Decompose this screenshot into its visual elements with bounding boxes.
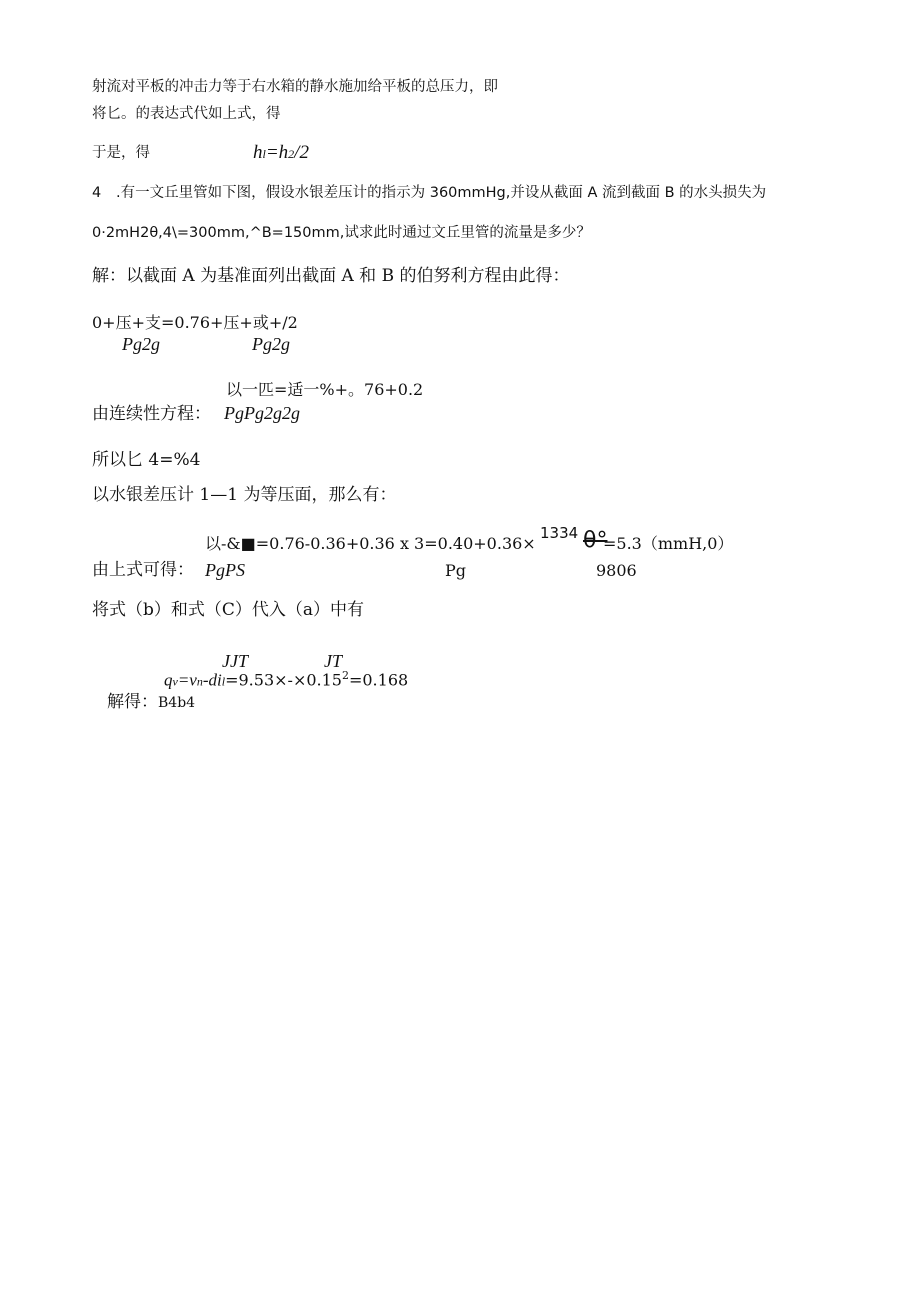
pi-label-right: JT	[324, 651, 342, 671]
continuity-label: 由连续性方程：	[92, 404, 211, 424]
solution-intro: 解：以截面 A 为基准面列出截面 A 和 B 的伯努利方程由此得：	[92, 266, 570, 286]
derived-pg: Pg	[445, 561, 467, 580]
result-label: 解得：B4b4	[107, 692, 196, 712]
bernoulli-equation: 0+压+支=0.76+压+或+/2	[92, 313, 298, 332]
manometer-equation: 以-&■=0.76-0.36+0.36 x 3=0.40+0.36×	[205, 534, 536, 553]
question-text: .有一文丘里管如下图，假设水银差压计的指示为 360mmHg,并设从截面 A 流到截面 B 的水头损失为	[116, 185, 767, 201]
text-line-impact-force: 射流对平板的冲击力等于右水箱的静水施加给平板的总压力，即	[92, 79, 498, 95]
mercury-manometer-text: 以水银差压计 1—1 为等压面，那么有：	[92, 485, 397, 505]
fraction-numerator: 1334	[540, 524, 579, 542]
bernoulli-denominator-right: Pg2g	[252, 334, 290, 354]
derived-denominator: 9806	[596, 561, 637, 580]
derived-label: 由上式可得：	[92, 560, 194, 580]
substitution-text: 将式（b）和式（C）代入（a）中有	[92, 600, 365, 620]
velocity-relation: 所以匕 4=%4	[92, 450, 201, 470]
question-text-cont: 0·2mH2θ,4\=300mm,^B=150mm,试求此时通过文丘里管的流量是多少？	[92, 225, 591, 241]
pi-label-left: JJT	[222, 651, 248, 671]
bernoulli-denominator-left: Pg2g	[122, 334, 160, 354]
formula-h1-h2: hl=h2/2	[253, 142, 309, 163]
derived-formula: PgPS	[205, 560, 245, 580]
flow-rate-formula: $qv=vn-dil=9.53\times-\times 0.15^2=0.168$	[164, 669, 409, 690]
pressure-equation: 以一匹=适一%+。76+0.2	[226, 380, 424, 399]
text-line-substitute: 将匕。的表达式代如上式，得	[92, 106, 281, 122]
continuity-formula: PgPg2g2g	[224, 403, 300, 423]
manometer-result: =5.3（mmH,0）	[603, 534, 734, 553]
text-line-thus: 于是，得	[92, 145, 150, 161]
question-number: 4	[92, 185, 102, 201]
fraction-mark: θ°	[583, 528, 608, 553]
